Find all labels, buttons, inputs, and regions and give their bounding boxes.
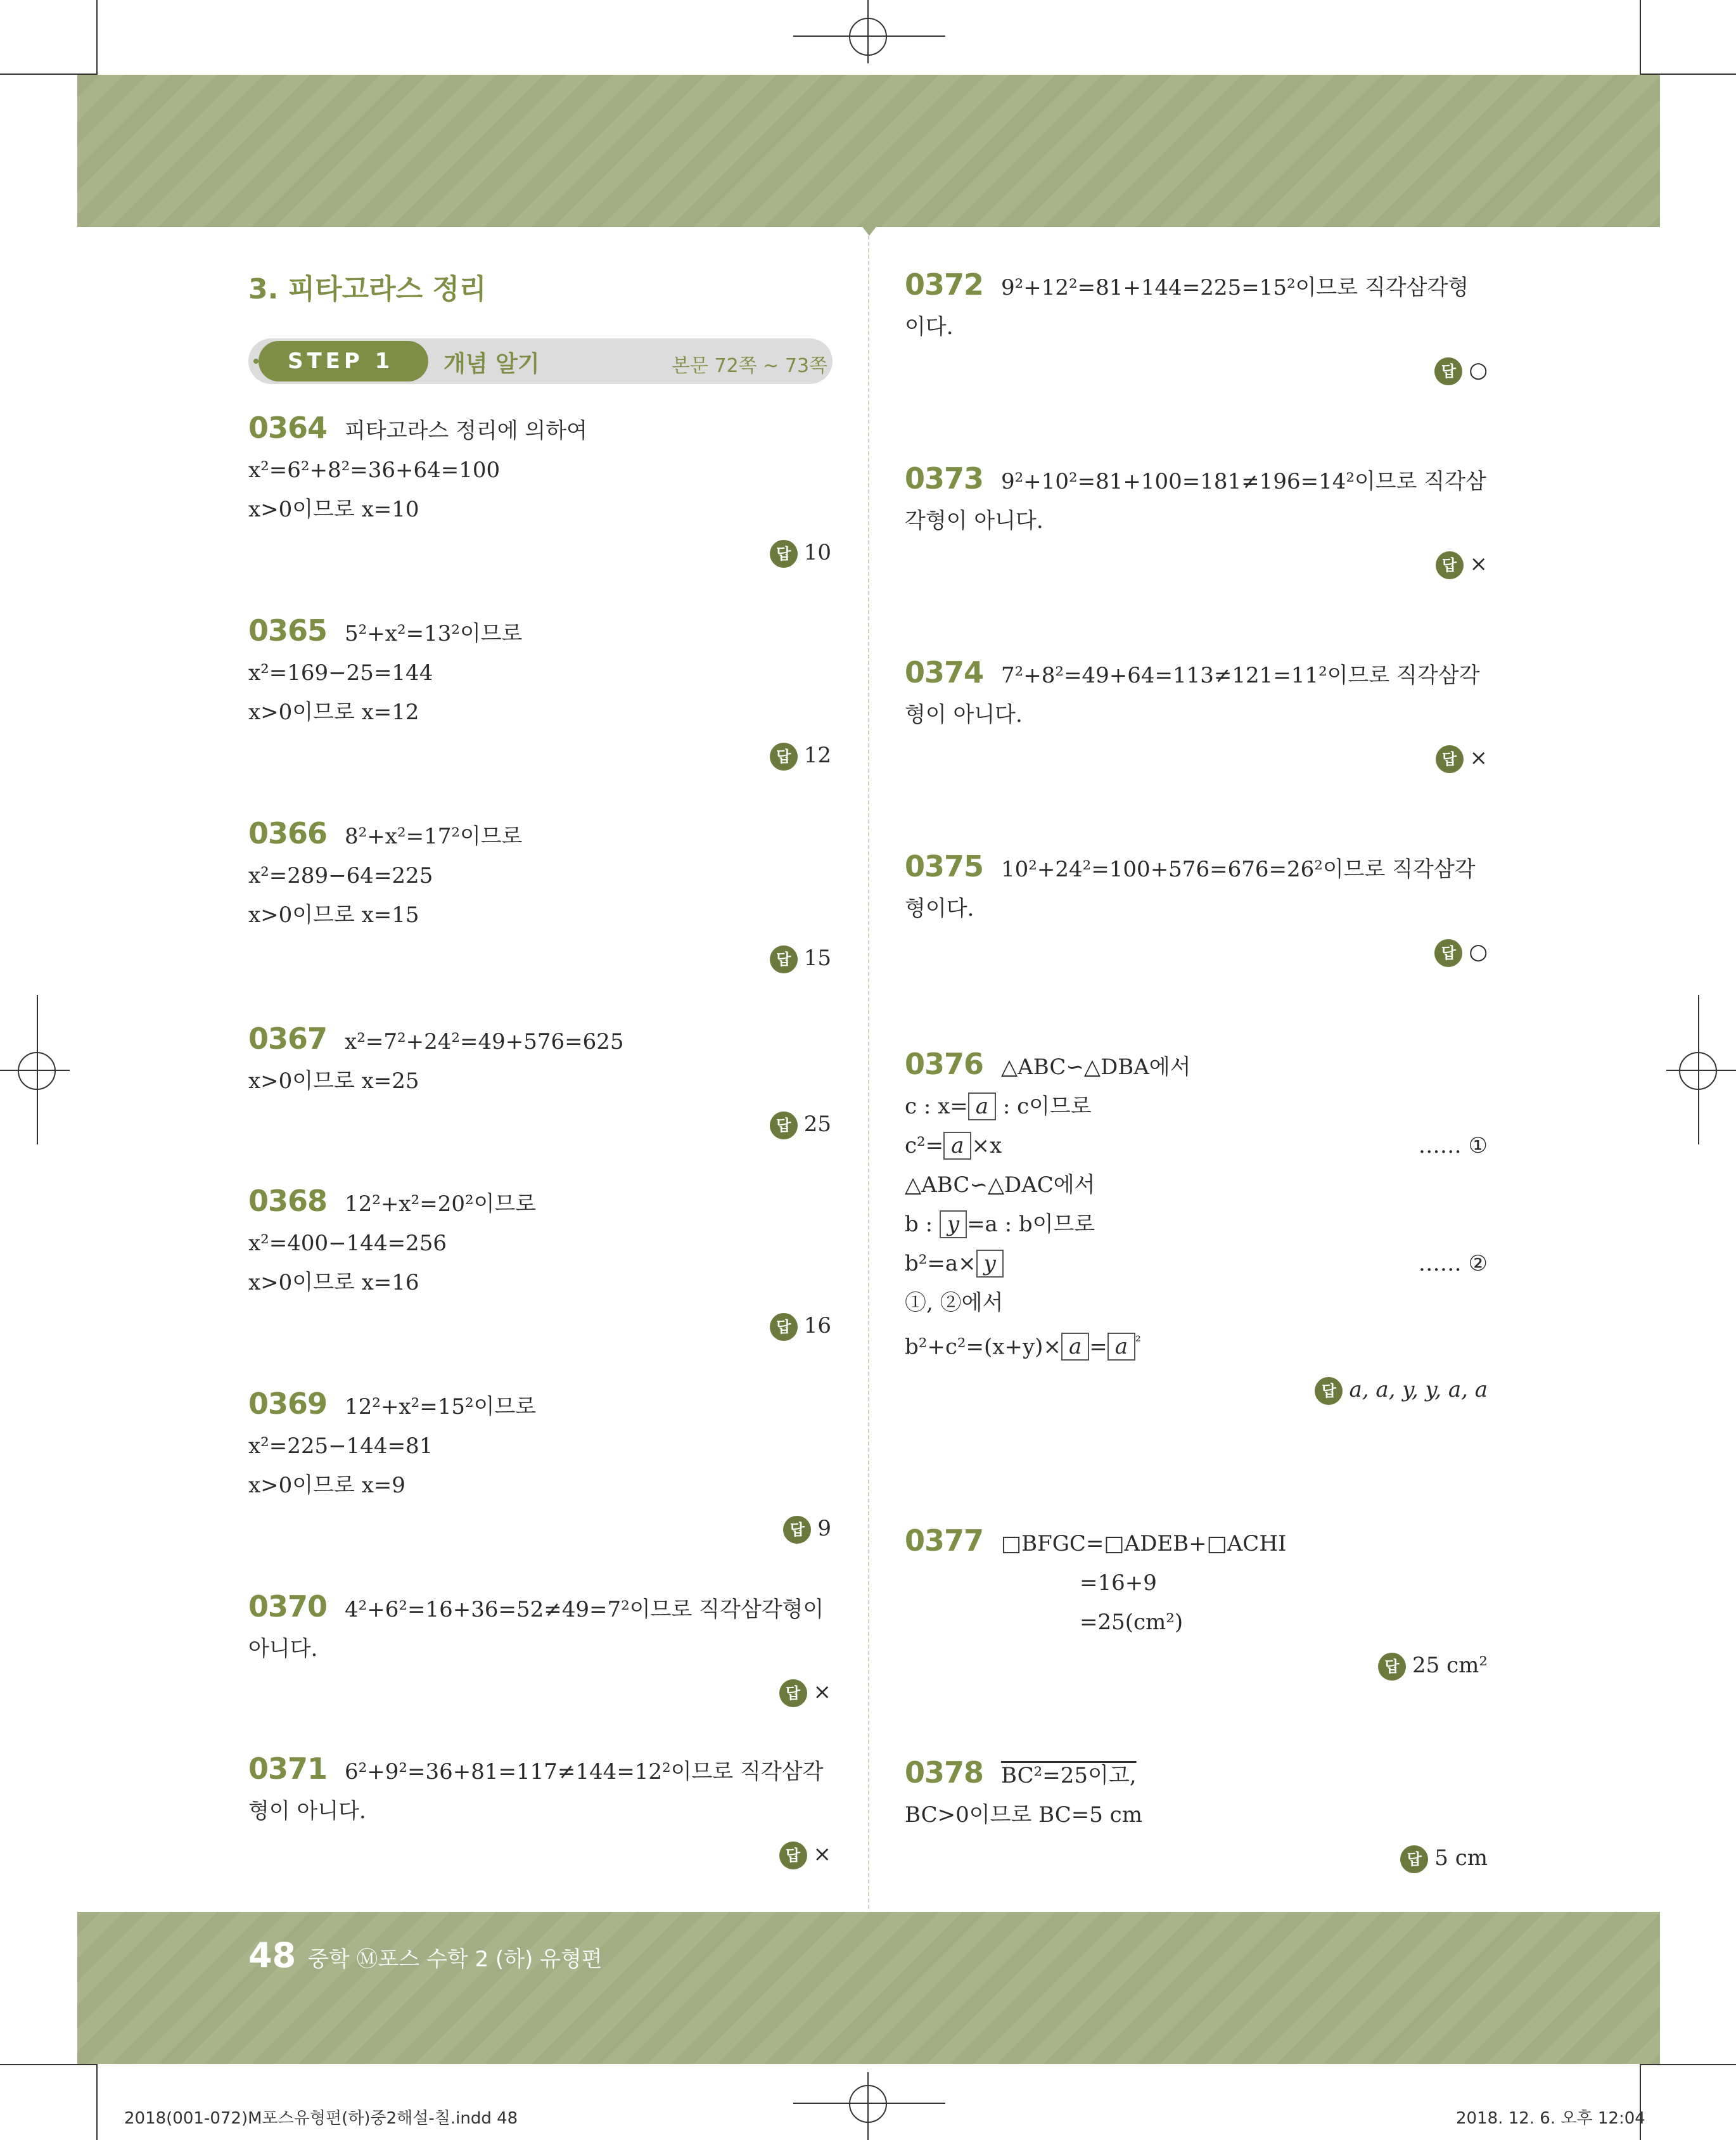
blank-box: y bbox=[940, 1210, 967, 1238]
solution-line: x>0이므로 x=25 bbox=[248, 1068, 419, 1094]
solution-line: 12²+x²=20²이므로 bbox=[345, 1191, 537, 1217]
solution-line: 10²+24²=100+576=676=26²이므로 직각삼각형이다. bbox=[905, 857, 1476, 921]
answer-badge: 답 bbox=[770, 1112, 798, 1139]
answer-badge: 답 bbox=[770, 1313, 798, 1341]
solution-line: 5²+x²=13²이므로 bbox=[345, 621, 523, 646]
answer-value: 15 bbox=[803, 945, 831, 971]
problem-0373 bbox=[905, 459, 1488, 584]
step-dot bbox=[253, 359, 258, 364]
header-band bbox=[77, 75, 1660, 227]
blank-box: a bbox=[1061, 1333, 1089, 1361]
answer-value: 16 bbox=[803, 1313, 831, 1338]
problem-0372 bbox=[905, 265, 1488, 390]
answer-badge: 답 bbox=[770, 743, 798, 771]
registration-mark bbox=[849, 18, 887, 56]
solution-line: c : x= a : c이므로 bbox=[905, 1094, 1092, 1119]
problem-number: 0378 bbox=[905, 1755, 984, 1790]
problem-number: 0364 bbox=[248, 411, 328, 445]
crop-mark bbox=[1640, 2064, 1736, 2065]
problem-number: 0369 bbox=[248, 1387, 328, 1421]
answer-value: 5 cm bbox=[1434, 1845, 1488, 1871]
answer-value: × bbox=[813, 1842, 831, 1867]
registration-mark bbox=[849, 2085, 887, 2123]
equation-tag: …… ② bbox=[1418, 1251, 1488, 1276]
problem-number: 0367 bbox=[248, 1022, 328, 1056]
step-page-ref: 본문 72쪽 ~ 73쪽 bbox=[672, 355, 828, 377]
problem-0364 bbox=[248, 408, 831, 572]
step-title: 개념 알기 bbox=[444, 351, 540, 377]
answer-row bbox=[248, 1672, 831, 1712]
registration-mark bbox=[1679, 1052, 1717, 1090]
problem-number: 0368 bbox=[248, 1184, 328, 1218]
answer-row bbox=[248, 1835, 831, 1874]
answer-row bbox=[905, 1370, 1488, 1409]
answer-badge: 답 bbox=[1434, 357, 1462, 385]
answer-row bbox=[248, 1105, 831, 1144]
problem-number: 0374 bbox=[905, 655, 984, 689]
answer-row bbox=[905, 738, 1488, 778]
answer-value: ○ bbox=[1469, 939, 1488, 964]
problem-number: 0371 bbox=[248, 1752, 328, 1786]
answer-value: × bbox=[1469, 745, 1488, 771]
solution-line: x²=225−144=81 bbox=[248, 1433, 433, 1459]
answer-value: × bbox=[813, 1679, 831, 1705]
crop-mark bbox=[96, 0, 98, 75]
problem-number: 0370 bbox=[248, 1589, 328, 1624]
answer-value: 9 bbox=[817, 1516, 831, 1541]
problem-0369 bbox=[248, 1384, 831, 1548]
date-slug: 2018. 12. 6. 오후 12:04 bbox=[1456, 2109, 1645, 2128]
solution-line: b : y =a : b이므로 bbox=[905, 1212, 1095, 1237]
answer-value: 25 bbox=[803, 1112, 831, 1137]
problem-number: 0373 bbox=[905, 461, 984, 496]
solution-line: x>0이므로 x=15 bbox=[248, 902, 419, 928]
solution-line: □BFGC=□ADEB+□ACHI bbox=[1001, 1531, 1287, 1556]
problem-0370 bbox=[248, 1587, 831, 1712]
crop-mark bbox=[0, 74, 96, 75]
blank-box: a bbox=[968, 1092, 996, 1120]
book-title: 중학 Ⓜ포스 수학 2 (하) 유형편 bbox=[308, 1947, 603, 1972]
answer-row bbox=[905, 932, 1488, 971]
solution-line: c²= a ×x …… ① bbox=[905, 1126, 1488, 1165]
problem-0368 bbox=[248, 1181, 831, 1345]
problem-0375 bbox=[905, 847, 1488, 971]
solution-line: b²=a× y …… ② bbox=[905, 1244, 1488, 1283]
answer-badge: 답 bbox=[1436, 745, 1464, 773]
answer-badge: 답 bbox=[1434, 939, 1462, 967]
answer-value: 25 cm² bbox=[1412, 1653, 1488, 1678]
header-notch bbox=[860, 224, 878, 236]
solution-line: x²=7²+24²=49+576=625 bbox=[345, 1029, 624, 1054]
solution-line: 8²+x²=17²이므로 bbox=[345, 824, 523, 849]
problem-0376 bbox=[905, 1044, 1488, 1409]
answer-row bbox=[905, 1646, 1488, 1685]
problem-0377 bbox=[905, 1521, 1488, 1685]
solution-line: =16+9 bbox=[1080, 1570, 1157, 1596]
answer-badge: 답 bbox=[1315, 1377, 1343, 1405]
solution-line: 피타고라스 정리에 의하여 bbox=[345, 418, 587, 444]
blank-box: a bbox=[943, 1132, 971, 1160]
solution-line: ①, ②에서 bbox=[905, 1290, 1004, 1316]
solution-line: 9²+10²=81+100=181≠196=14²이므로 직각삼각형이 아니다. bbox=[905, 469, 1486, 534]
problem-0366 bbox=[248, 814, 831, 978]
solution-line: 12²+x²=15²이므로 bbox=[345, 1394, 537, 1419]
solution-line: 7²+8²=49+64=113≠121=11²이므로 직각삼각형이 아니다. bbox=[905, 663, 1480, 727]
answer-row bbox=[248, 533, 831, 572]
problem-number: 0377 bbox=[905, 1523, 984, 1558]
problem-0365 bbox=[248, 611, 831, 775]
solution-line: △ABC∽△DAC에서 bbox=[905, 1172, 1095, 1198]
page-number: 48 bbox=[248, 1935, 297, 1975]
answer-row bbox=[905, 350, 1488, 390]
file-slug: 2018(001-072)M포스유형편(하)중2해설-칠.indd 48 bbox=[124, 2109, 518, 2128]
answer-value: 12 bbox=[803, 743, 831, 768]
crop-mark bbox=[1640, 0, 1641, 75]
solution-line: BC>0이므로 BC=5 cm bbox=[905, 1802, 1142, 1828]
equation-tag: …… ① bbox=[1418, 1133, 1488, 1158]
solution-line: =25(cm²) bbox=[1080, 1610, 1184, 1635]
answer-value: × bbox=[1469, 551, 1488, 577]
crop-mark bbox=[0, 2064, 96, 2065]
answer-row bbox=[248, 1306, 831, 1345]
solution-line: △ABC∽△DBA에서 bbox=[1001, 1054, 1191, 1080]
problem-number: 0376 bbox=[905, 1047, 984, 1081]
answer-row bbox=[905, 1838, 1488, 1878]
solution-line: 6²+9²=36+81=117≠144=12²이므로 직각삼각형이 아니다. bbox=[248, 1759, 824, 1824]
solution-line: 9²+12²=81+144=225=15²이므로 직각삼각형이다. bbox=[905, 275, 1469, 340]
answer-value: 10 bbox=[803, 540, 831, 565]
answer-badge: 답 bbox=[1400, 1845, 1428, 1873]
registration-mark bbox=[18, 1052, 56, 1090]
answer-badge: 답 bbox=[770, 540, 798, 568]
solution-line: x²=289−64=225 bbox=[248, 863, 433, 888]
solution-line: 4²+6²=16+36=52≠49=7²이므로 직각삼각형이 아니다. bbox=[248, 1597, 824, 1662]
crop-mark bbox=[1640, 74, 1736, 75]
answer-badge: 답 bbox=[779, 1842, 807, 1869]
solution-line: x²=400−144=256 bbox=[248, 1231, 447, 1256]
problem-0378 bbox=[905, 1753, 1488, 1878]
problem-number: 0372 bbox=[905, 267, 984, 302]
solution-line: x>0이므로 x=9 bbox=[248, 1473, 405, 1498]
answer-row bbox=[905, 544, 1488, 584]
problem-number: 0375 bbox=[905, 849, 984, 883]
blank-box: y bbox=[976, 1250, 1004, 1278]
answer-row bbox=[248, 736, 831, 775]
answer-badge: 답 bbox=[779, 1679, 807, 1707]
crop-mark bbox=[96, 2064, 98, 2140]
answer-badge: 답 bbox=[1378, 1653, 1406, 1681]
problem-0367 bbox=[248, 1019, 831, 1144]
problem-0374 bbox=[905, 653, 1488, 778]
solution-line: x>0이므로 x=12 bbox=[248, 700, 419, 725]
solution-line: x²=6²+8²=36+64=100 bbox=[248, 458, 501, 483]
solution-line: x>0이므로 x=16 bbox=[248, 1270, 419, 1295]
solution-line: BC²=25이고, bbox=[1001, 1763, 1137, 1788]
solution-line: b²+c²=(x+y)× a = a $^{^2}$ bbox=[905, 1334, 1141, 1360]
answer-badge: 답 bbox=[1436, 551, 1464, 579]
solution-line: x²=169−25=144 bbox=[248, 660, 433, 686]
blank-box: a bbox=[1107, 1333, 1135, 1361]
answer-badge: 답 bbox=[783, 1516, 811, 1544]
step-badge: STEP 1 bbox=[258, 341, 428, 381]
solution-line: x>0이므로 x=10 bbox=[248, 497, 419, 522]
footer-band bbox=[77, 1912, 1660, 2064]
section-title: 3. 피타고라스 정리 bbox=[248, 273, 487, 305]
crop-mark bbox=[1640, 2064, 1641, 2140]
answer-badge: 답 bbox=[770, 945, 798, 973]
answer-row bbox=[248, 939, 831, 978]
column-divider bbox=[868, 236, 869, 1909]
problem-0371 bbox=[248, 1749, 831, 1874]
problem-number: 0365 bbox=[248, 613, 328, 648]
answer-row bbox=[248, 1509, 831, 1548]
problem-number: 0366 bbox=[248, 816, 328, 850]
answer-value: ○ bbox=[1469, 357, 1488, 383]
answer-value: a, a, y, y, a, a bbox=[1349, 1377, 1488, 1403]
